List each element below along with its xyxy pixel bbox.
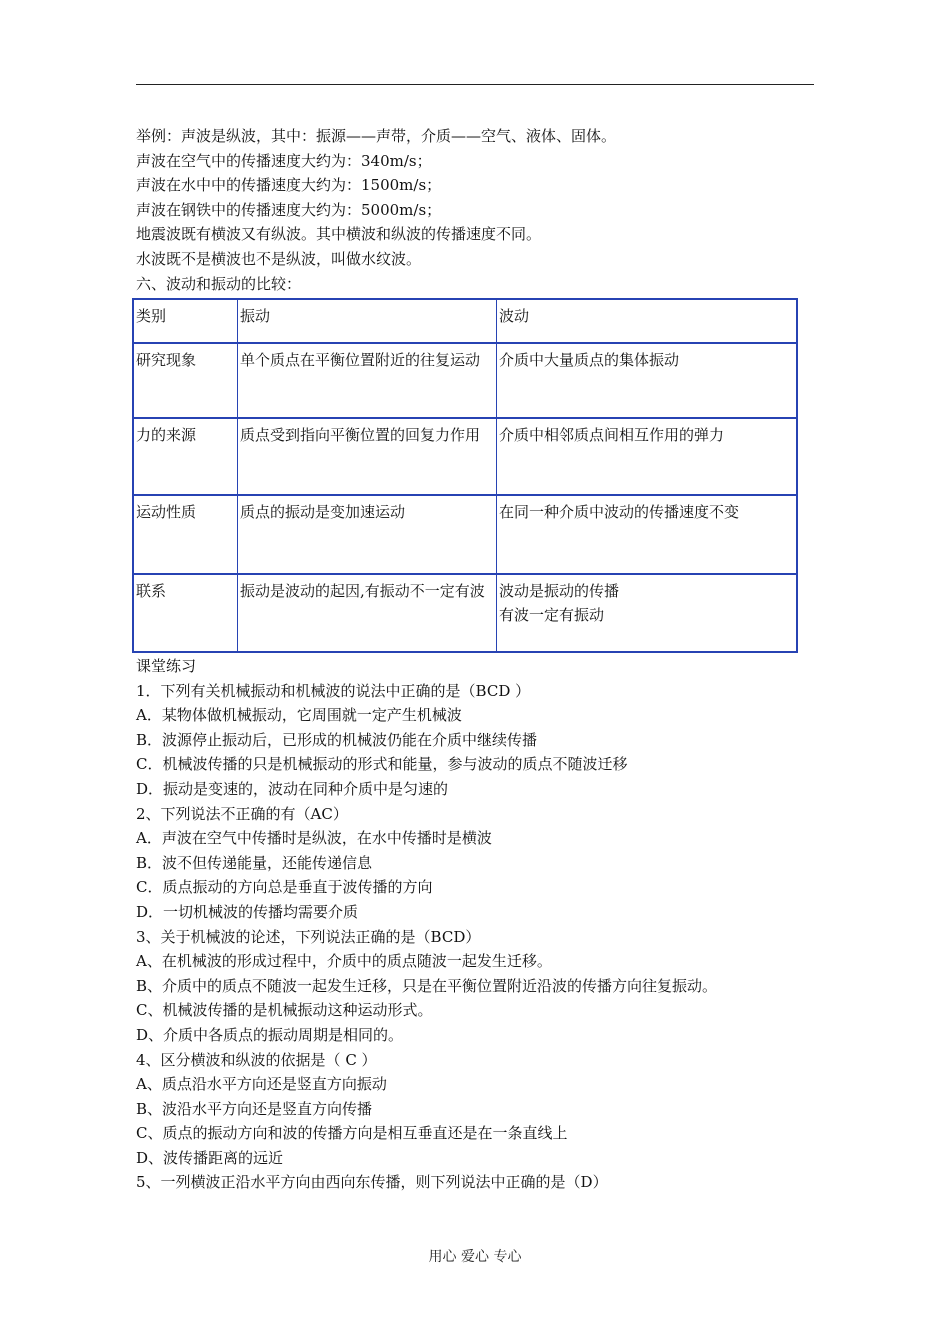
- intro-line: 地震波既有横波又有纵波。其中横波和纵波的传播速度不同。: [136, 225, 542, 244]
- intro-line: 声波在空气中的传播速度大约为：340m/s；: [136, 151, 432, 170]
- comparison-table: [132, 298, 798, 653]
- table-header-cell: 波动: [496, 300, 796, 342]
- option-line: A．某物体做机械振动，它周围就一定产生机械波: [136, 706, 462, 725]
- option-line: C．质点振动的方向总是垂直于波传播的方向: [136, 878, 433, 897]
- option-line: D、介质中各质点的振动周期是相同的。: [136, 1025, 404, 1044]
- table-cell: 运动性质: [136, 503, 197, 521]
- option-line: C．机械波传播的只是机械振动的形式和能量，参与波动的质点不随波迁移: [136, 755, 628, 774]
- table-cell: 联系: [136, 582, 167, 600]
- option-line: B．波不但传递能量，还能传递信息: [136, 853, 373, 872]
- header-rule: [136, 84, 814, 85]
- option-line: C、质点的振动方向和波的传播方向是相互垂直还是在一条直线上: [136, 1124, 568, 1143]
- table-cell: 力的来源: [136, 426, 197, 444]
- question-line: 4、区分横波和纵波的依据是（ C ）: [136, 1050, 377, 1069]
- intro-line: 声波在钢铁中的传播速度大约为：5000m/s；: [136, 200, 442, 219]
- option-line: D、波传播距离的远近: [136, 1148, 284, 1167]
- option-line: D．一切机械波的传播均需要介质: [136, 902, 359, 921]
- table-row: [134, 573, 796, 653]
- table-cell: 振动是波动的起因,有振动不一定有波: [237, 575, 496, 653]
- option-line: A．声波在空气中传播时是纵波，在水中传播时是横波: [136, 829, 492, 848]
- table-cell: 质点的振动是变加速运动: [237, 496, 496, 575]
- table-row: [134, 417, 796, 496]
- intro-line: 举例：声波是纵波，其中：振源——声带，介质——空气、液体、固体。: [136, 127, 617, 145]
- intro-line: 声波在水中中的传播速度大约为：1500m/s；: [136, 176, 442, 195]
- practice-heading: 课堂练习: [136, 657, 197, 675]
- table-row: [134, 494, 796, 575]
- option-line: B、介质中的质点不随波一起发生迁移，只是在平衡位置附近沿波的传播方向往复振动。: [136, 976, 718, 995]
- table-cell: 单个质点在平衡位置附近的往复运动: [237, 344, 496, 419]
- option-line: A、质点沿水平方向还是竖直方向振动: [136, 1075, 387, 1094]
- option-line: C、机械波传播的是机械振动这种运动形式。: [136, 1001, 433, 1020]
- question-line: 3、关于机械波的论述，下列说法正确的是（BCD）: [136, 927, 481, 946]
- question-line: 1．下列有关机械振动和机械波的说法中正确的是（BCD ）: [136, 681, 531, 700]
- practice-section: [136, 654, 856, 1195]
- table-cell: 在同一种介质中波动的传播速度不变: [496, 496, 796, 575]
- table-cell: 介质中大量质点的集体振动: [496, 344, 796, 419]
- option-line: A、在机械波的形成过程中，介质中的质点随波一起发生迁移。: [136, 952, 552, 971]
- option-line: B、波沿水平方向还是竖直方向传播: [136, 1099, 373, 1118]
- option-line: B．波源停止振动后，已形成的机械波仍能在介质中继续传播: [136, 730, 538, 749]
- section-heading: 六、波动和振动的比较：: [136, 274, 302, 293]
- option-line: D．振动是变速的，波动在同种介质中是匀速的: [136, 779, 449, 798]
- intro-section: [136, 124, 836, 296]
- table-cell: 质点受到指向平衡位置的回复力作用: [237, 419, 496, 496]
- table-header-cell: 类别: [136, 307, 167, 325]
- page-footer: 用心 爱心 专心: [428, 1249, 522, 1265]
- table-header-cell: 振动: [237, 300, 496, 342]
- intro-line: 水波既不是横波也不是纵波，叫做水纹波。: [136, 249, 422, 268]
- table-row: [134, 300, 796, 342]
- table-cell: 介质中相邻质点间相互作用的弹力: [496, 419, 796, 496]
- table-cell: 研究现象: [136, 351, 197, 369]
- table-row: [134, 342, 796, 419]
- table-cell: 波动是振动的传播 有波一定有振动: [496, 575, 796, 653]
- question-line: 5、一列横波正沿水平方向由西向东传播，则下列说法中正确的是（D）: [136, 1173, 608, 1192]
- question-line: 2、下列说法不正确的有（AC）: [136, 804, 348, 823]
